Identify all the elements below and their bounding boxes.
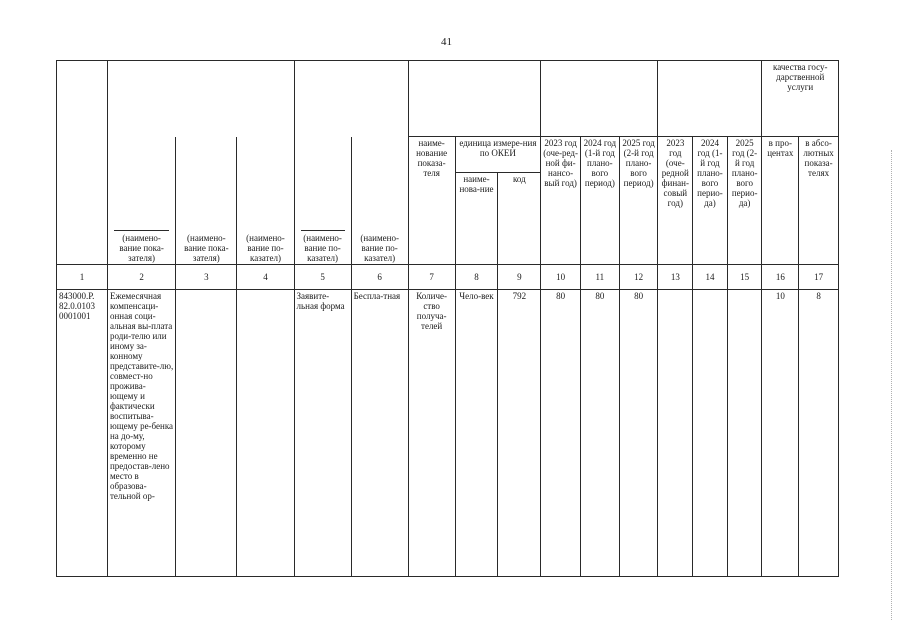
content-sub-label-2: (наимено-вание пока-зателя) (176, 137, 237, 265)
service-content-cell: Ежемесячная компенсаци-онная соци-альная вы-плата роди-телю или иному за-конному представите-лю, совмест-но прожива-ющему и фактически воспитыва-ющему ре-бенка на до-му, которому временно не предостав-лено место в образова-тельной ор- (107, 290, 175, 577)
payment-type-cell: Беспла-тная (351, 290, 408, 577)
price-2023-cell (658, 290, 693, 577)
state-task-table-sheet (56, 60, 839, 577)
header-cell-price-group (658, 61, 762, 137)
quality-deviation-title: качества госу-дарственной услуги (762, 61, 839, 137)
column-number: 14 (693, 265, 728, 290)
indicator-name-header: наиме-нование показа-теля (408, 137, 455, 265)
condition-sub-label-2: (наимено-вание по-казател) (351, 137, 408, 265)
unit-name-cell: Чело-век (455, 290, 498, 577)
indicator-name-cell: Количе-ство получа-телей (408, 290, 455, 577)
volume-2024-cell: 80 (580, 290, 619, 577)
service-form-cell: Заявите-льная форма (294, 290, 351, 577)
column-number-row (57, 265, 839, 290)
deviation-percent-header: в про-центах (762, 137, 799, 265)
header-cell-value-group (541, 61, 658, 137)
column-number: 8 (455, 265, 498, 290)
registry-code-cell: 843000.Р. 82.0.0103 0001001 (57, 290, 108, 577)
header-cell-1-bottom (57, 137, 108, 265)
price-2025-cell (727, 290, 762, 577)
header-cell-1-top (57, 61, 108, 137)
scan-edge-divider (891, 150, 892, 620)
year-header-2024-price: 2024 год (1-й год плано-вого перио-да) (693, 137, 728, 265)
deviation-absolute-cell: 8 (799, 290, 839, 577)
volume-2025-cell: 80 (619, 290, 658, 577)
year-header-2024-volume: 2024 год (1-й год плано-вого период) (580, 137, 619, 265)
table-row (57, 290, 839, 577)
column-number: 10 (541, 265, 581, 290)
column-number: 5 (294, 265, 351, 290)
column-number: 6 (351, 265, 408, 290)
column-number: 13 (658, 265, 693, 290)
header-cell-indicator-group (408, 61, 541, 137)
price-2024-cell (693, 290, 728, 577)
header-row-middle (57, 137, 839, 173)
deviation-absolute-header: в абсо-лютных показа-телях (799, 137, 839, 265)
column-number: 1 (57, 265, 108, 290)
content-sub-label-3: (наимено-вание по-казател) (237, 137, 294, 265)
column-number: 15 (727, 265, 762, 290)
unit-okei-header: единица измере-ния по ОКЕИ (455, 137, 541, 173)
column-number: 16 (762, 265, 799, 290)
column-number: 12 (619, 265, 658, 290)
column-number: 11 (580, 265, 619, 290)
column-number: 2 (107, 265, 175, 290)
deviation-percent-cell: 10 (762, 290, 799, 577)
year-header-2023-volume: 2023 год (оче-ред-ной фи-нансо-вый год) (541, 137, 581, 265)
unit-code-header: код (498, 173, 541, 265)
content-sub-label-1: (наимено-вание пока-зателя) (107, 137, 175, 265)
content-cell-3 (176, 290, 237, 577)
condition-sub-label-1: (наимено-вание по-казател) (294, 137, 351, 265)
unit-name-header: наиме-нова-ние (455, 173, 498, 265)
header-row-top (57, 61, 839, 137)
column-number: 4 (237, 265, 294, 290)
content-cell-4 (237, 290, 294, 577)
year-header-2025-price: 2025 год (2-й год плано-вого перио-да) (727, 137, 762, 265)
okei-code-cell: 792 (498, 290, 541, 577)
year-header-2025-volume: 2025 год (2-й год плано-вого период) (619, 137, 658, 265)
volume-2023-cell: 80 (541, 290, 581, 577)
column-number: 9 (498, 265, 541, 290)
column-number: 7 (408, 265, 455, 290)
column-number: 3 (176, 265, 237, 290)
page-number: 41 (441, 36, 452, 48)
service-indicator-table (56, 60, 839, 577)
header-cell-conditions-group (294, 61, 408, 137)
column-number: 17 (799, 265, 839, 290)
header-cell-content-group (107, 61, 294, 137)
year-header-2023-price: 2023 год (оче-редной финан-совый год) (658, 137, 693, 265)
